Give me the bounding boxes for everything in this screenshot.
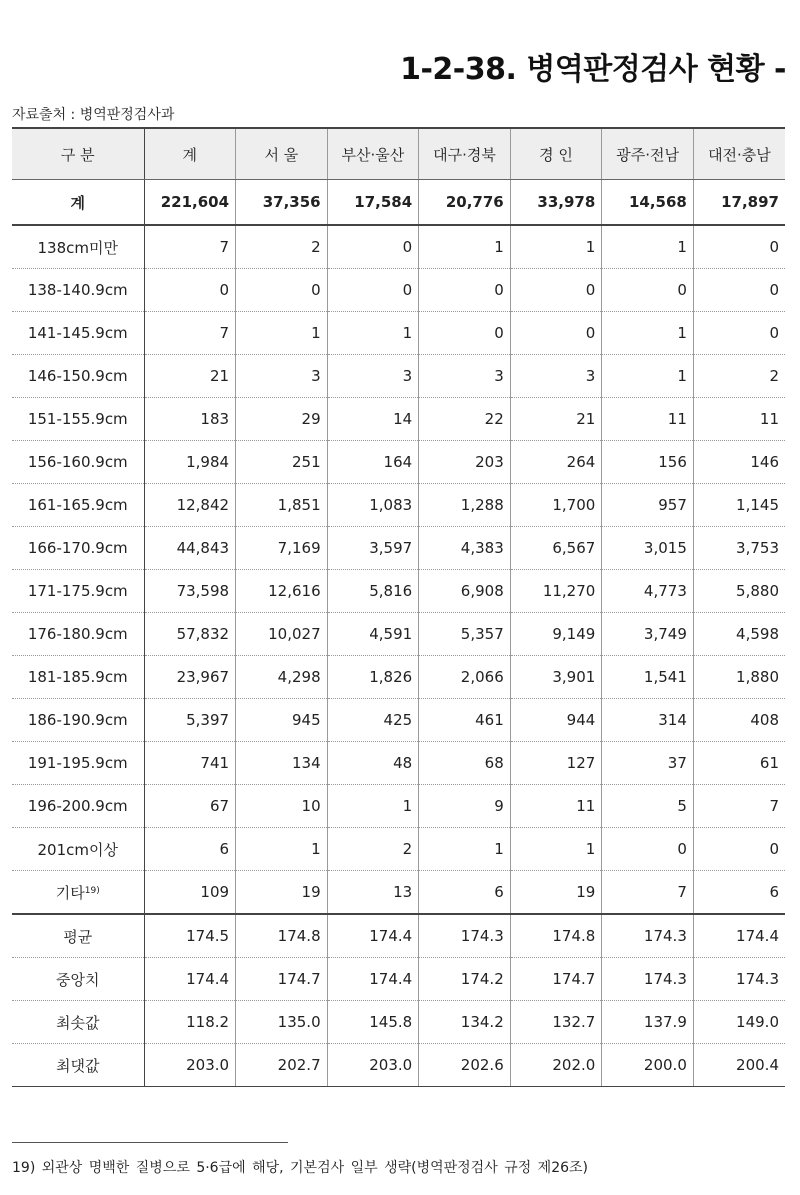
- header-category: 구 분: [12, 128, 144, 180]
- header-gwangju-jeonnam: 광주·전남: [602, 128, 694, 180]
- table-cell: 5: [602, 785, 694, 828]
- table-cell: 0: [602, 828, 694, 871]
- table-cell: 945: [236, 699, 328, 742]
- row-label: 계: [12, 180, 144, 226]
- table-cell: 13: [327, 871, 419, 915]
- row-label-text: 161-165.9cm: [27, 496, 128, 514]
- table-cell: 944: [510, 699, 602, 742]
- table-cell: 12,616: [236, 570, 328, 613]
- table-cell: 14,568: [602, 180, 694, 226]
- footnote-divider: [12, 1142, 288, 1143]
- table-cell: 0: [327, 225, 419, 269]
- row-label: [12, 484, 144, 527]
- table-cell: 174.4: [327, 958, 419, 1001]
- row-label: [12, 828, 144, 871]
- table-cell: 4,591: [327, 613, 419, 656]
- header-gyeongin: 경 인: [510, 128, 602, 180]
- table-cell: 3,749: [602, 613, 694, 656]
- row-label: [12, 742, 144, 785]
- table-cell: 0: [693, 312, 785, 355]
- row-label: [12, 441, 144, 484]
- table-cell: 1,880: [693, 656, 785, 699]
- table-row: [12, 828, 785, 871]
- data-source: 자료출처 : 병역판정검사과: [12, 107, 175, 123]
- row-label: [12, 398, 144, 441]
- row-label-text: 186-190.9cm: [27, 711, 128, 729]
- table-cell: 67: [144, 785, 236, 828]
- table-cell: 1: [510, 225, 602, 269]
- table-cell: 6: [419, 871, 511, 915]
- table-cell: 0: [419, 312, 511, 355]
- table-cell: 3,753: [693, 527, 785, 570]
- row-label-text: 146-150.9cm: [27, 367, 128, 385]
- table-cell: 0: [693, 828, 785, 871]
- table-cell: 174.2: [419, 958, 511, 1001]
- row-label: [12, 656, 144, 699]
- table-cell: 134: [236, 742, 328, 785]
- table-cell: 2: [327, 828, 419, 871]
- table-row: [12, 699, 785, 742]
- table-cell: 73,598: [144, 570, 236, 613]
- row-label-text: 평균: [63, 927, 93, 946]
- table-cell: 314: [602, 699, 694, 742]
- table-cell: 264: [510, 441, 602, 484]
- table-cell: 4,298: [236, 656, 328, 699]
- table-cell: 132.7: [510, 1001, 602, 1044]
- table-cell: 0: [419, 269, 511, 312]
- row-label-text: 138cm미만: [37, 238, 118, 257]
- table-cell: 202.6: [419, 1044, 511, 1087]
- table-cell: 957: [602, 484, 694, 527]
- stat-row: [12, 958, 785, 1001]
- row-label-text: 최댓값: [56, 1056, 100, 1075]
- table-cell: 1: [327, 785, 419, 828]
- row-label-text: 138-140.9cm: [27, 281, 128, 299]
- row-label: [12, 269, 144, 312]
- total-row: [12, 180, 785, 226]
- table-row: [12, 225, 785, 269]
- table-cell: 174.5: [144, 914, 236, 958]
- table-cell: 21: [144, 355, 236, 398]
- table-cell: 44,843: [144, 527, 236, 570]
- row-label: [12, 958, 144, 1001]
- table-cell: 1: [602, 225, 694, 269]
- table-cell: 29: [236, 398, 328, 441]
- table-cell: 174.4: [327, 914, 419, 958]
- table-cell: 2: [236, 225, 328, 269]
- table-row: [12, 785, 785, 828]
- table-cell: 11: [510, 785, 602, 828]
- row-label: [12, 1044, 144, 1087]
- table-cell: 0: [693, 225, 785, 269]
- table-cell: 14: [327, 398, 419, 441]
- row-label-text: 156-160.9cm: [27, 453, 128, 471]
- table-row: [12, 527, 785, 570]
- row-label: [12, 527, 144, 570]
- table-cell: 6: [693, 871, 785, 915]
- table-cell: 7: [144, 225, 236, 269]
- header-seoul: 서 울: [236, 128, 328, 180]
- table-cell: 135.0: [236, 1001, 328, 1044]
- table-row: [12, 441, 785, 484]
- table-cell: 23,967: [144, 656, 236, 699]
- table-cell: 4,598: [693, 613, 785, 656]
- row-label: [12, 570, 144, 613]
- table-cell: 3: [236, 355, 328, 398]
- table-cell: 11,270: [510, 570, 602, 613]
- table-row: [12, 613, 785, 656]
- table-cell: 0: [510, 312, 602, 355]
- table-cell: 0: [510, 269, 602, 312]
- table-cell: 21: [510, 398, 602, 441]
- table-cell: 11: [602, 398, 694, 441]
- table-row: [12, 398, 785, 441]
- height-distribution-table: [12, 127, 785, 1087]
- table-cell: 2: [693, 355, 785, 398]
- table-cell: 17,584: [327, 180, 419, 226]
- table-cell: 1: [236, 312, 328, 355]
- table-cell: 202.0: [510, 1044, 602, 1087]
- table-cell: 6: [144, 828, 236, 871]
- table-cell: 5,397: [144, 699, 236, 742]
- table-cell: 37,356: [236, 180, 328, 226]
- row-label: [12, 312, 144, 355]
- table-cell: 137.9: [602, 1001, 694, 1044]
- row-label-text: 191-195.9cm: [27, 754, 128, 772]
- table-cell: 19: [510, 871, 602, 915]
- table-cell: 134.2: [419, 1001, 511, 1044]
- table-cell: 221,604: [144, 180, 236, 226]
- table-cell: 156: [602, 441, 694, 484]
- table-cell: 174.7: [236, 958, 328, 1001]
- table-cell: 12,842: [144, 484, 236, 527]
- table-cell: 1: [419, 828, 511, 871]
- table-cell: 48: [327, 742, 419, 785]
- table-cell: 251: [236, 441, 328, 484]
- table-cell: 0: [236, 269, 328, 312]
- table-cell: 118.2: [144, 1001, 236, 1044]
- stat-row: [12, 1001, 785, 1044]
- row-label: [12, 355, 144, 398]
- table-cell: 2,066: [419, 656, 511, 699]
- row-label-text: 181-185.9cm: [27, 668, 128, 686]
- table-cell: 1: [510, 828, 602, 871]
- table-cell: 5,357: [419, 613, 511, 656]
- table-cell: 1: [236, 828, 328, 871]
- table-cell: 0: [602, 269, 694, 312]
- row-label-text: 기타: [55, 883, 85, 902]
- table-cell: 3: [327, 355, 419, 398]
- table-row: [12, 355, 785, 398]
- row-label-text: 171-175.9cm: [27, 582, 128, 600]
- table-cell: 9: [419, 785, 511, 828]
- header-daegu-gyeongbuk: 대구·경북: [419, 128, 511, 180]
- table-cell: 33,978: [510, 180, 602, 226]
- row-label: [12, 613, 144, 656]
- table-cell: 174.3: [693, 958, 785, 1001]
- row-label-text: 최솟값: [56, 1013, 100, 1032]
- table-cell: 0: [327, 269, 419, 312]
- table-cell: 741: [144, 742, 236, 785]
- table-cell: 1: [419, 225, 511, 269]
- table-cell: 174.3: [419, 914, 511, 958]
- table-cell: 200.4: [693, 1044, 785, 1087]
- table-cell: 1,851: [236, 484, 328, 527]
- table-cell: 1: [327, 312, 419, 355]
- table-cell: 174.7: [510, 958, 602, 1001]
- table-cell: 408: [693, 699, 785, 742]
- table-cell: 7: [602, 871, 694, 915]
- table-cell: 7: [144, 312, 236, 355]
- table-row: [12, 269, 785, 312]
- table-row: [12, 312, 785, 355]
- table-cell: 1: [602, 355, 694, 398]
- header-daejeon-chungnam: 대전·충남: [693, 128, 785, 180]
- table-cell: 9,149: [510, 613, 602, 656]
- table-row: [12, 871, 785, 915]
- table-cell: 7,169: [236, 527, 328, 570]
- table-cell: 202.7: [236, 1044, 328, 1087]
- table-cell: 11: [693, 398, 785, 441]
- table-cell: 1: [602, 312, 694, 355]
- table-row: [12, 742, 785, 785]
- table-cell: 10: [236, 785, 328, 828]
- table-cell: 183: [144, 398, 236, 441]
- table-cell: 174.3: [602, 914, 694, 958]
- table-cell: 3: [510, 355, 602, 398]
- table-cell: 6,908: [419, 570, 511, 613]
- table-cell: 149.0: [693, 1001, 785, 1044]
- table-cell: 5,880: [693, 570, 785, 613]
- row-label: [12, 1001, 144, 1044]
- table-cell: 109: [144, 871, 236, 915]
- table-cell: 203.0: [144, 1044, 236, 1087]
- table-cell: 61: [693, 742, 785, 785]
- table-cell: 461: [419, 699, 511, 742]
- table-cell: 20,776: [419, 180, 511, 226]
- row-label: [12, 699, 144, 742]
- table-cell: 3,901: [510, 656, 602, 699]
- table-cell: 203.0: [327, 1044, 419, 1087]
- table-cell: 3,015: [602, 527, 694, 570]
- table-cell: 1,083: [327, 484, 419, 527]
- header-total: 계: [144, 128, 236, 180]
- row-label-text: 141-145.9cm: [27, 324, 128, 342]
- table-cell: 1,826: [327, 656, 419, 699]
- row-label-text: 중앙치: [56, 970, 100, 989]
- table-cell: 174.4: [693, 914, 785, 958]
- table-cell: 10,027: [236, 613, 328, 656]
- table-cell: 146: [693, 441, 785, 484]
- row-label-text: 166-170.9cm: [27, 539, 128, 557]
- table-cell: 22: [419, 398, 511, 441]
- table-cell: 7: [693, 785, 785, 828]
- row-label-text: 196-200.9cm: [27, 797, 128, 815]
- table-cell: 200.0: [602, 1044, 694, 1087]
- table-cell: 6,567: [510, 527, 602, 570]
- table-cell: 425: [327, 699, 419, 742]
- table-cell: 1,984: [144, 441, 236, 484]
- table-cell: 17,897: [693, 180, 785, 226]
- table-cell: 1,288: [419, 484, 511, 527]
- table-cell: 5,816: [327, 570, 419, 613]
- row-label-text: 151-155.9cm: [27, 410, 128, 428]
- table-cell: 174.8: [510, 914, 602, 958]
- table-row: [12, 570, 785, 613]
- table-cell: 164: [327, 441, 419, 484]
- table-cell: 1,541: [602, 656, 694, 699]
- table-cell: 19: [236, 871, 328, 915]
- row-label-text: 201cm이상: [37, 840, 118, 859]
- header-busan-ulsan: 부산·울산: [327, 128, 419, 180]
- table-cell: 174.8: [236, 914, 328, 958]
- table-cell: 145.8: [327, 1001, 419, 1044]
- row-label: [12, 871, 144, 915]
- table-cell: 0: [144, 269, 236, 312]
- table-row: [12, 484, 785, 527]
- table-cell: 0: [693, 269, 785, 312]
- row-label: [12, 225, 144, 269]
- table-cell: 174.4: [144, 958, 236, 1001]
- table-cell: 3,597: [327, 527, 419, 570]
- table-cell: 1,145: [693, 484, 785, 527]
- row-label: [12, 785, 144, 828]
- row-label: [12, 914, 144, 958]
- header-row: [12, 128, 785, 180]
- table-cell: 57,832: [144, 613, 236, 656]
- table-row: [12, 656, 785, 699]
- table-cell: 68: [419, 742, 511, 785]
- stat-row: [12, 1044, 785, 1087]
- row-label-text: 176-180.9cm: [27, 625, 128, 643]
- table-cell: 3: [419, 355, 511, 398]
- table-cell: 174.3: [602, 958, 694, 1001]
- table-cell: 4,773: [602, 570, 694, 613]
- footnote: 19) 외관상 명백한 질병으로 5·6급에 해당, 기본검사 일부 생략(병역판정검사 규정 제26조): [12, 1160, 588, 1176]
- table-cell: 37: [602, 742, 694, 785]
- table-cell: 1,700: [510, 484, 602, 527]
- stat-row: [12, 914, 785, 958]
- table-cell: 203: [419, 441, 511, 484]
- table-cell: 4,383: [419, 527, 511, 570]
- footnote-reference: 19): [84, 885, 100, 896]
- table-cell: 127: [510, 742, 602, 785]
- page-title: 1-2-38. 병역판정검사 현황 -: [400, 52, 786, 87]
